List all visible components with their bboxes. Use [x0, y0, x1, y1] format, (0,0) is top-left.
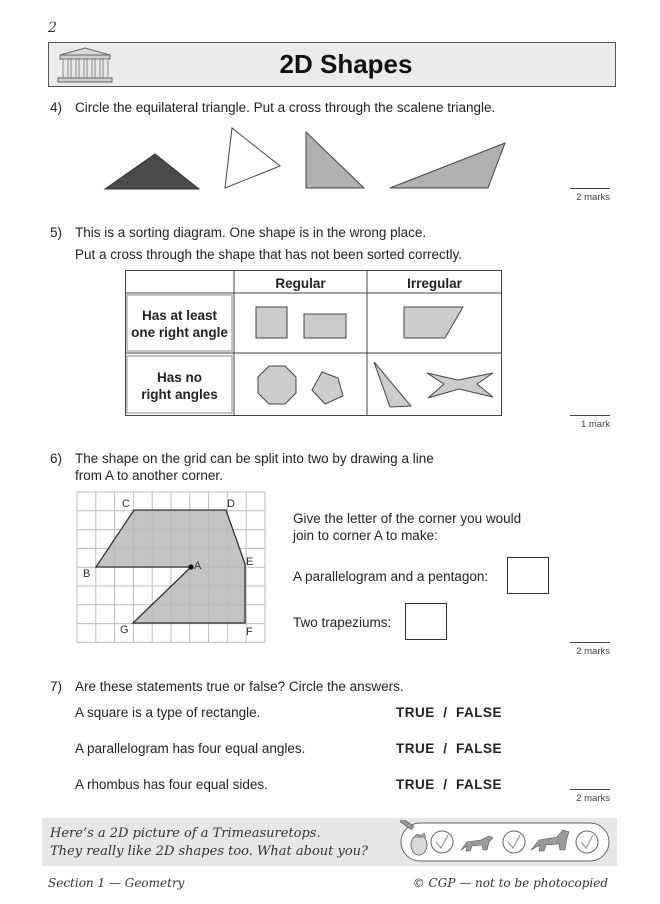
row1-label-line2: one right angle: [131, 325, 228, 340]
row1-label-line1: Has at least: [141, 308, 218, 323]
col-regular-header: Regular: [275, 276, 326, 291]
footer-note-line1: Here’s a 2D picture of a Trimeasuretops.: [50, 826, 321, 841]
statement-3: A rhombus has four equal sides.: [75, 777, 268, 792]
true-false-1[interactable]: TRUE / FALSE: [396, 705, 503, 720]
answer-box-parallelogram[interactable]: [507, 557, 549, 594]
rectangle-shape[interactable]: [304, 314, 346, 338]
square-shape[interactable]: [256, 307, 287, 338]
label-g: G: [120, 624, 129, 636]
dark-triangle[interactable]: [105, 154, 199, 189]
page-number: 2: [48, 20, 57, 36]
equilateral-triangle[interactable]: [225, 128, 280, 188]
statement-2: A parallelogram has four equal angles.: [75, 741, 306, 756]
label-f: F: [246, 626, 253, 638]
q4-number: 4): [50, 100, 63, 115]
tick-circle-1[interactable]: [431, 831, 453, 853]
q5-number: 5): [50, 225, 63, 240]
label-e: E: [246, 556, 254, 568]
statement-1: A square is a type of rectangle.: [75, 705, 261, 720]
q5-marks: 1 mark: [570, 415, 610, 430]
tick-circle-2[interactable]: [503, 831, 525, 853]
grid-shape: [96, 510, 245, 623]
header-title-wrap: [48, 42, 616, 87]
scalene-triangle[interactable]: [390, 143, 505, 188]
q6-prompt-line1: Give the letter of the corner you would: [293, 511, 522, 526]
q6-number: 6): [50, 451, 63, 466]
q6-text-line2: from A to another corner.: [75, 468, 223, 483]
section-label: Section 1 — Geometry: [48, 876, 185, 890]
label-b: B: [83, 568, 91, 580]
label-c: C: [122, 498, 130, 510]
q4-triangles: [100, 125, 520, 195]
q6-marks: 2 marks: [570, 642, 610, 657]
row2-label-line1: Has no: [156, 370, 202, 385]
footer-note-line2: They really like 2D shapes too. What about you?: [50, 844, 369, 859]
row2-label-line2: right angles: [141, 387, 218, 402]
label-d: D: [227, 498, 235, 510]
copyright-notice: © CGP — not to be photocopied: [412, 876, 608, 890]
true-false-2[interactable]: TRUE / FALSE: [396, 741, 503, 756]
q6-part1-text: A parallelogram and a pentagon:: [293, 569, 489, 584]
self-assessment-panel: [397, 820, 613, 864]
q7-marks: 2 marks: [570, 789, 610, 804]
octagon-shape[interactable]: [258, 366, 296, 404]
q6-text-line1: The shape on the grid can be split into two by drawing a line: [75, 451, 434, 466]
q6-prompt-line2: join to corner A to make:: [293, 528, 438, 543]
point-a: [188, 564, 193, 569]
q4-marks: 2 marks: [570, 188, 610, 203]
q7-number: 7): [50, 679, 63, 694]
q5-text-line1: This is a sorting diagram. One shape is in the wrong place.: [75, 225, 427, 240]
page-title: 2D Shapes: [279, 49, 413, 79]
q7-text: Are these statements true or false? Circle the answers.: [75, 679, 404, 694]
tick-circle-3[interactable]: [576, 831, 598, 853]
col-irregular-header: Irregular: [407, 276, 462, 291]
q6-part2-text: Two trapeziums:: [293, 615, 392, 630]
true-false-3[interactable]: TRUE / FALSE: [396, 777, 503, 792]
shape-grid: [72, 490, 267, 645]
right-triangle[interactable]: [306, 132, 364, 188]
q5-text-line2: Put a cross through the shape that has not been sorted correctly.: [75, 247, 462, 262]
q4-text: Circle the equilateral triangle. Put a cross through the scalene triangle.: [75, 100, 496, 115]
label-a: A: [194, 560, 202, 572]
answer-box-trapeziums[interactable]: [405, 603, 447, 640]
